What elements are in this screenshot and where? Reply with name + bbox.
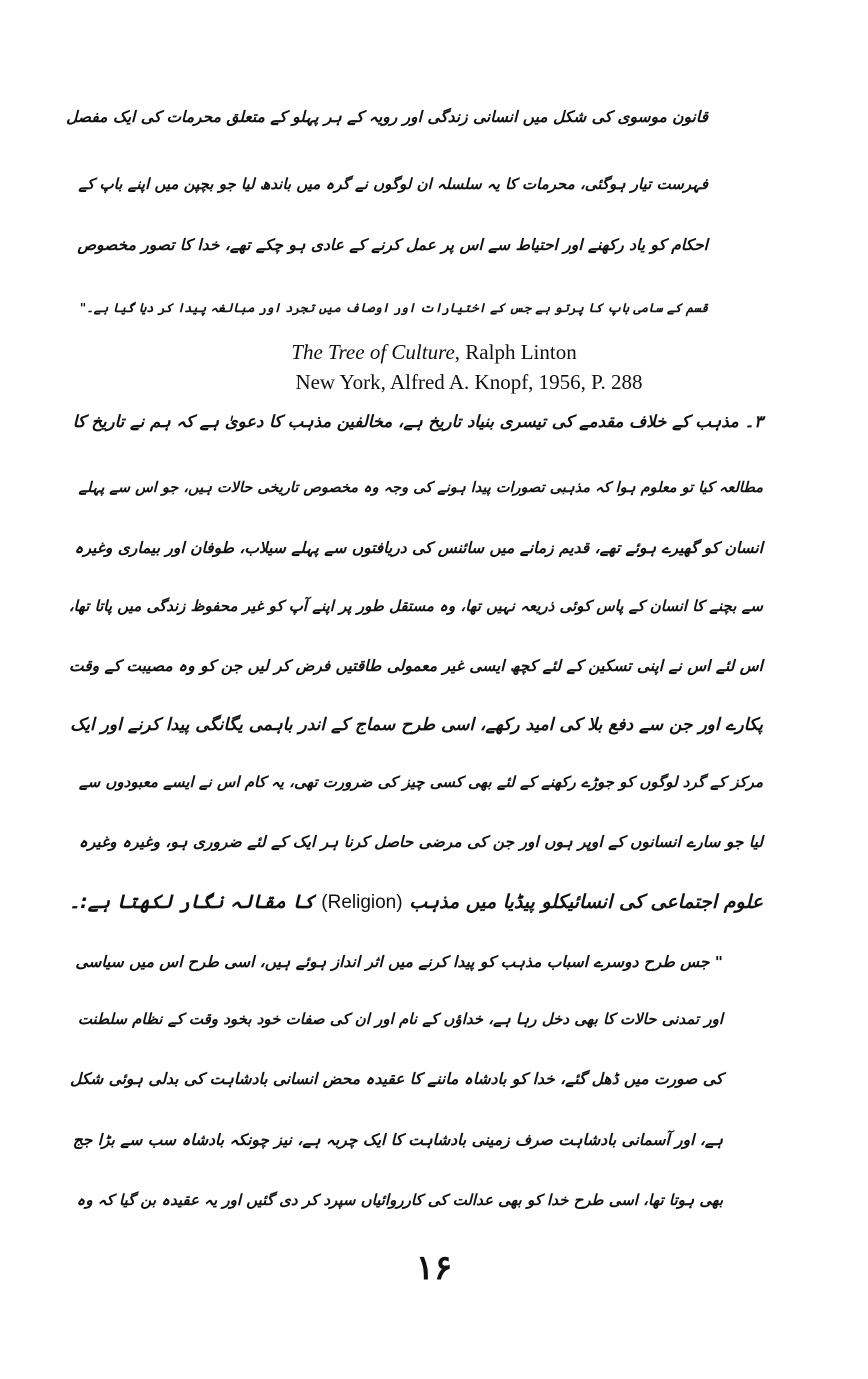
paragraph-line: لیا جو سارے انسانوں کے اوپر ہوں اور جن کی مرضی حاصل کرنا ہر ایک کے لئے ضروری ہو، وغیرہ وغیرہ [78,833,763,851]
paragraph-line: ۳۔ مذہب کے خلاف مقدمے کی تیسری بنیاد تاریخ ہے، مخالفین مذہب کا دعویٰ ہے کہ ہم نے تاریخ کا [72,412,763,431]
quote-line: " جس طرح دوسرے اسباب مذہب کو پیدا کرنے میں اثر انداز ہوئے ہیں، اسی طرح اس میں سیاسی [75,953,723,971]
citation-line-1 [0,342,868,363]
citation-line-2 [0,372,868,393]
quote-line: قسم کے سامی باپ کا پرتو ہے جس کے اختیارات اور اوصاف میں تجرد اور مبالغہ پیدا کر دیا گیا ہے۔" [79,300,708,315]
quote-line: قانون موسوی کی شکل میں انسانی زندگی اور رویہ کے ہر پہلو کے متعلق محرمات کی ایک مفصل [66,108,708,126]
paragraph-line: پکارے اور جن سے دفع بلا کی امید رکھے، اسی طرح سماج کے اندر باہمی یگانگی پیدا کرنے اور ایک [70,715,763,735]
paragraph-line: انسان کو گھیرے ہوئے تھے، قدیم زمانے میں سائنس کی دریافتوں سے پہلے سیلاب، طوفان اور بیماری وغیرہ [74,539,763,557]
paragraph-line: سے بچنے کا انسان کے پاس کوئی ذریعہ نہیں تھا، وہ مستقل طور پر اپنے آپ کو غیر محفوظ زندگی میں پاتا تھا، [68,597,763,615]
quote-line: اور تمدنی حالات کا بھی دخل رہا ہے، خداؤں کے نام اور ان کی صفات خود بخود وقت کے نظام سلطنت [77,1010,723,1028]
religion-term: (Religion) [321,892,403,913]
quote-line: فہرست تیار ہوگئی، محرمات کا یہ سلسلہ ان لوگوں نے گرہ میں باندھ لیا جو بچپن میں اپنے باپ کے [78,175,708,193]
quote-line: بھی ہوتا تھا، اسی طرح خدا کو بھی عدالت کی کارروائیاں سپرد کر دی گئیں اور یہ عقیدہ بن گیا کہ وہ [76,1191,723,1209]
paragraph-line: اس لئے اس نے اپنی تسکین کے لئے کچھ ایسی غیر معمولی طاقتیں فرض کر لیں جن کو وہ مصیبت کے وقت [69,657,763,675]
citation-author: , Ralph Linton [454,340,577,364]
quote-line: احکام کو یاد رکھنے اور احتیاط سے اس پر عمل کرنے کے عادی ہو چکے تھے، خدا کا تصور مخصوص [77,236,708,254]
paragraph-last-line [69,893,763,912]
last-line-text-end: کا مقالہ نگار لکھتا ہے:۔ [69,891,315,913]
page-number: ۱۶ [415,1248,453,1288]
last-line-text: علوم اجتماعی کی انسائیکلو پیڈیا میں مذہب [409,891,763,913]
quote-line: کی صورت میں ڈھل گئے، خدا کو بادشاہ ماننے کا عقیدہ محض انسانی بادشاہت کی بدلی ہوئی شکل [70,1070,723,1088]
paragraph-line: مرکز کے گرد لوگوں کو جوڑے رکھنے کے لئے بھی کسی چیز کی ضرورت تھی، یہ کام اس نے ایسے معبودوں سے [78,773,763,791]
quote-line: ہے، اور آسمانی بادشاہت صرف زمینی بادشاہت کا ایک چربہ ہے، نیز چونکہ بادشاہ سب سے بڑا جج [72,1131,723,1149]
paragraph-line: مطالعہ کیا تو معلوم ہوا کہ مذہبی تصورات پیدا ہونے کی وجہ وہ مخصوص تاریخی حالات ہیں، جو اس سے پہلے [78,480,763,496]
citation-publisher: New York, Alfred A. Knopf, 1956, P. 288 [295,370,643,394]
citation-title: The Tree of Culture [291,340,455,364]
